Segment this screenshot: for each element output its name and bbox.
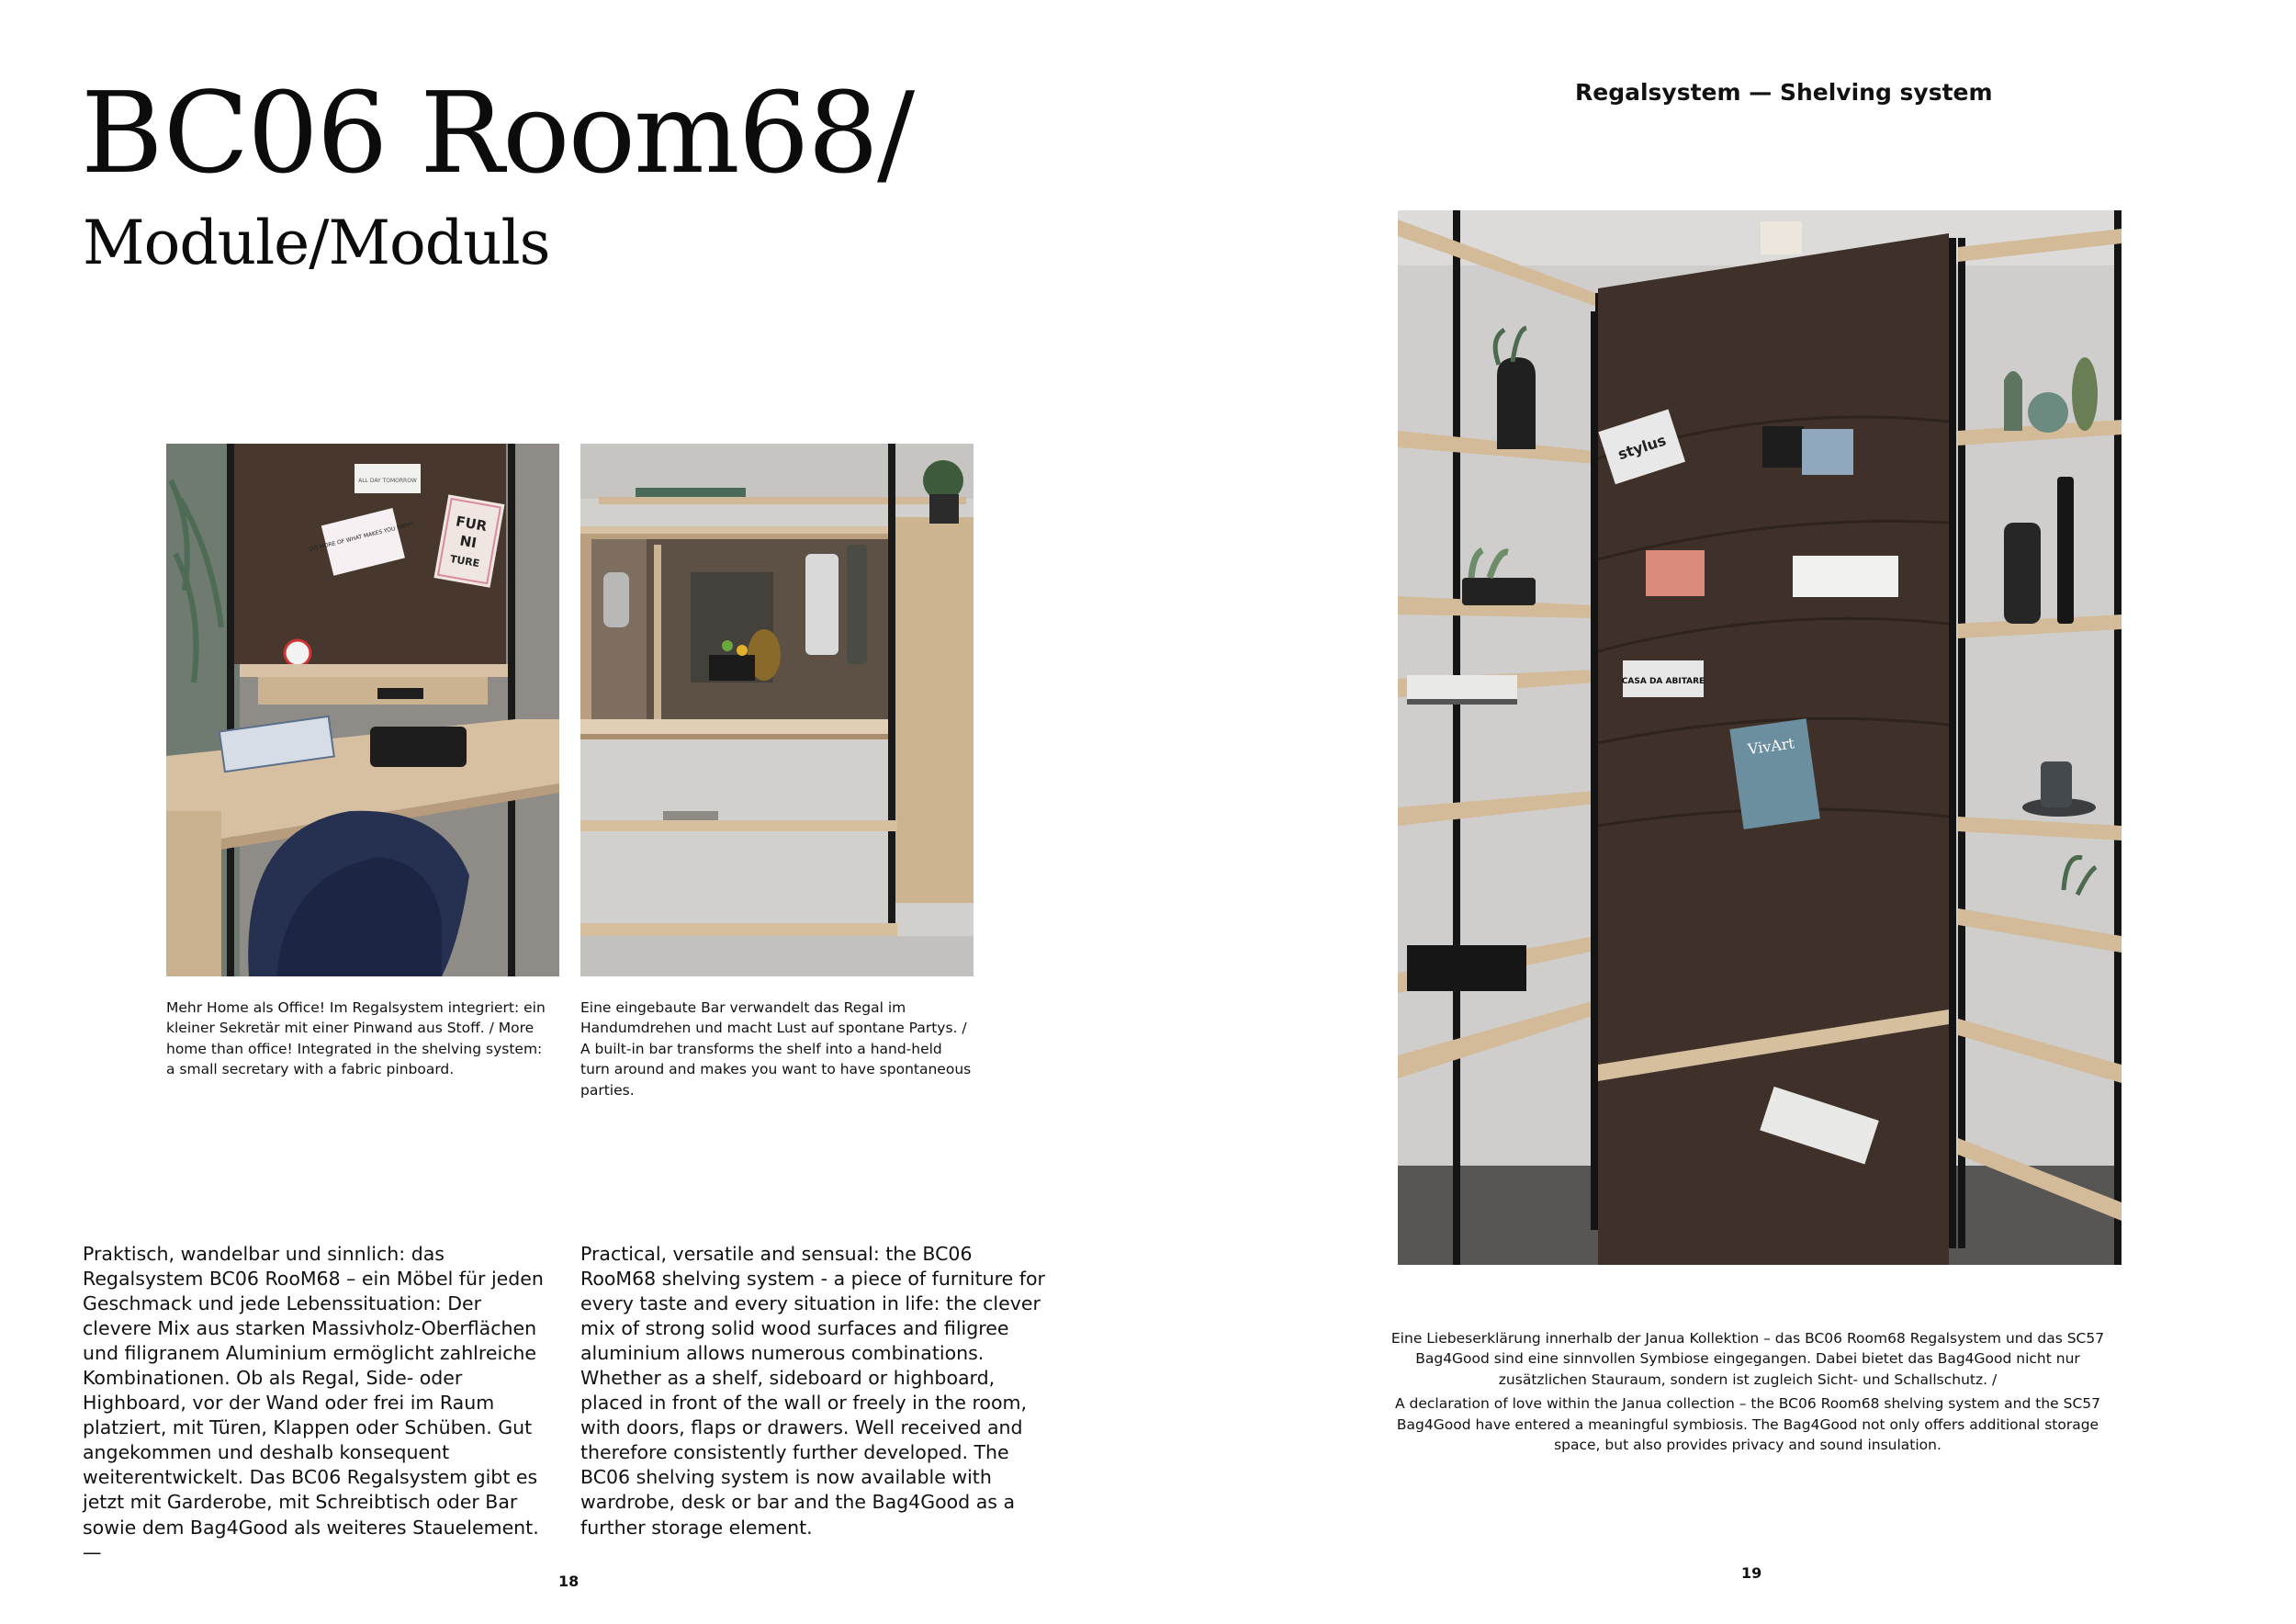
poster-line-3: TURE [448,552,481,570]
caption-shelving-german: Eine Liebeserklärung innerhalb der Janua Kollektion – das BC06 Room68 Regalsystem und das SC57 Bag4Good sind eine sinnvollen Symbiose eingegangen. Dabei bietet das Bag4Good nicht nur zusätzlichen Stauraum, sondern ist zugleich Sicht- und Schallschutz. / [1390,1330,2105,1388]
poster-line-2: NI [458,532,478,552]
page-title: BC06 Room68/ [81,68,914,198]
caption-bar-text: Eine eingebaute Bar verwandelt das Regal im Handumdrehen und macht Lust auf spontane Partys. / A built-in bar transforms the shelf into a hand-held turn around and makes you want to have spontaneous parties. [580,999,972,1099]
caption-desk [166,998,552,1080]
caption-bar [580,998,975,1100]
body-text-english: Practical, versatile and sensual: the BC06 RooM68 shelving system - a piece of furniture for every taste and every situation in life: the clever mix of strong solid wood surfaces and filigree aluminium allows numerous combinations. Whether as a shelf, sideboard or highboard, placed in front of the wall or freely in the room, with doors, flaps or drawers. Well received and therefore consistently further developed. The BC06 shelving system is now available with wardrobe, desk or bar and the Bag4Good as a further storage element. [580,1243,1045,1539]
page-subtitle: Module/Moduls [83,208,550,278]
caption-desk-text: Mehr Home als Office! Im Regalsystem integriert: ein kleiner Sekretär mit einer Pinwand aus Stoff. / More home than office! Integrated in the shelving system: a small secretary with a fabric pinboard. [166,999,546,1078]
body-text-german: Praktisch, wandelbar und sinnlich: das Regalsystem BC06 RooM68 – ein Möbel für jeden Geschmack und jede Lebenssituation: Der clevere Mix aus starken Massivholz-Oberflächen und filigranem Aluminium ermöglicht zahlreiche Kombinationen. Ob als Regal, Side- oder Highboard, vor der Wand oder frei im Raum platziert, mit Türen, Klappen oder Schüben. Gut angekommen und deshalb konsequent weiterentwickelt. Das BC06 Regalsystem gibt es jetzt mit Garderobe, mit Schreibtisch oder Bar sowie dem Bag4Good als weiteres Stauelement. — [83,1243,544,1563]
page-number-left: 18 [558,1573,580,1590]
caption-shelving-english: A declaration of love within the Janua collection – the BC06 Room68 shelving system and the SC57 Bag4Good have entered a meaningful symbiosis. The Bag4Good not only offers additional storage space, but also provides privacy and sound insulation. [1394,1395,2101,1454]
poster-line-1: FUR [454,513,489,536]
magazine-stylus-text: stylus [1615,431,1669,464]
desk-photo [166,444,559,976]
bar-photo [580,444,974,976]
sticky-note-text: ALL DAY TOMORROW [358,478,417,484]
page-number-right: 19 [1741,1564,1762,1582]
shelving-photo [1398,210,2122,1265]
magazine-vivart-text: VivArt [1746,734,1795,759]
magazine-casa-text: CASA DA ABITARE [1621,677,1705,686]
section-label: Regalsystem — Shelving system [1575,79,1993,106]
caption-shelving [1385,1328,2110,1460]
postcard-text: DO MORE OF WHAT MAKES YOU HAPPY [309,520,415,554]
